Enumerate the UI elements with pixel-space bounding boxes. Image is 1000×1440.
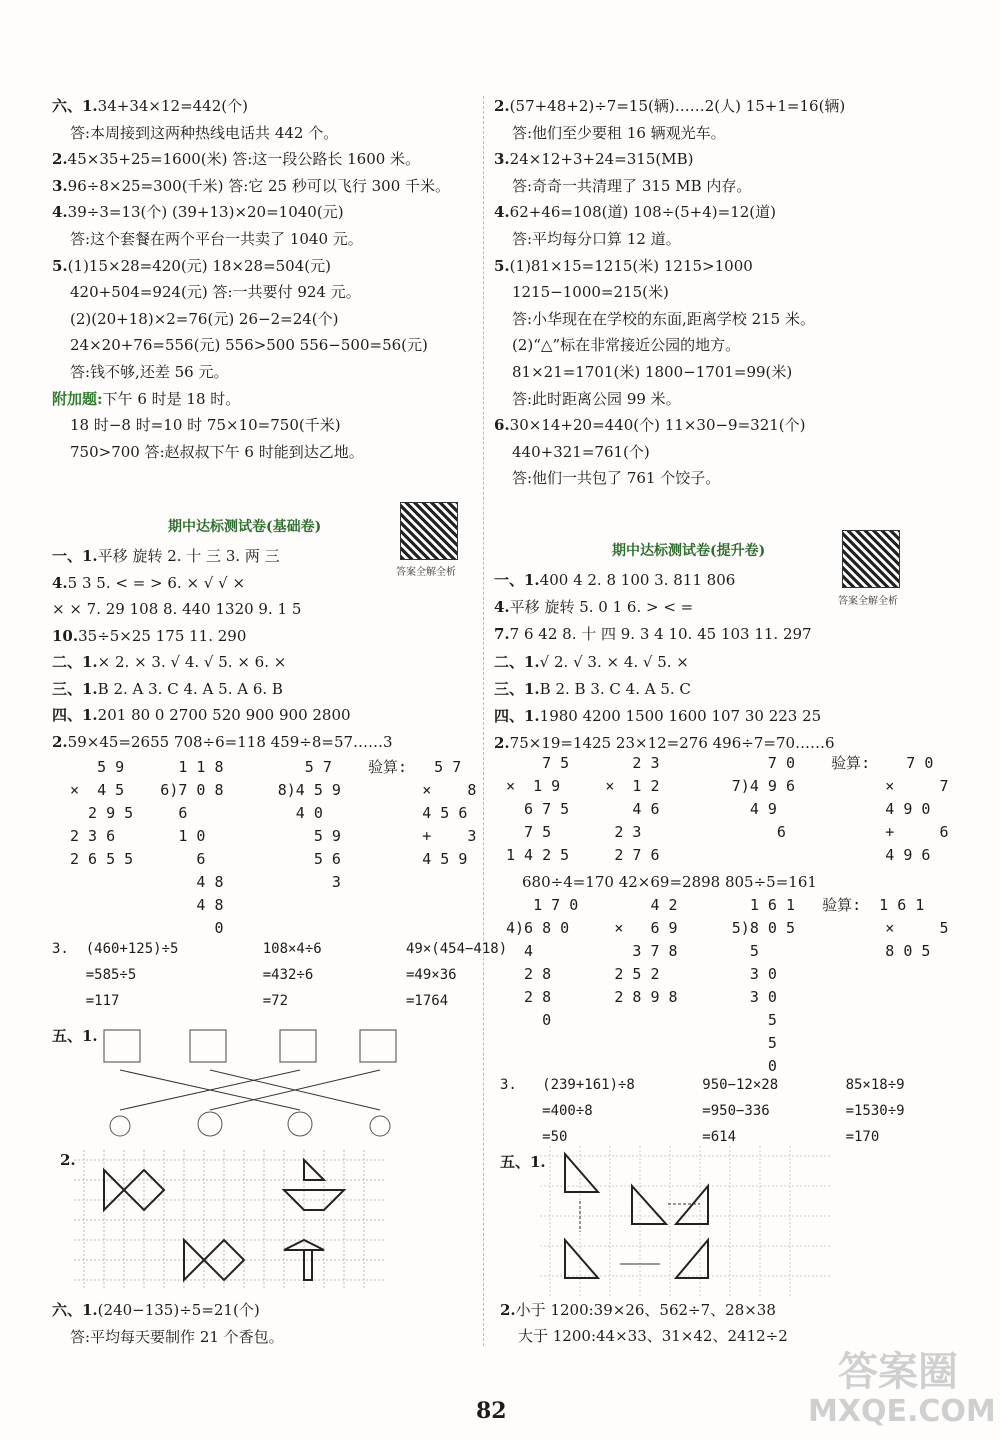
calc-line: =117 =72 =1764	[52, 993, 449, 1009]
right-section-title: 期中达标测试卷(提升卷)	[612, 543, 766, 559]
question-number: 2.	[494, 734, 510, 753]
answer-text: × × 7. 29 108 8. 440 1320 9. 1 5	[52, 600, 302, 618]
answer-text: (240−135)÷5=21(个)	[97, 1301, 260, 1319]
answer-line	[494, 96, 845, 116]
answer-text: 答:本周接到这两种热线电话共 442 个。	[70, 123, 339, 142]
question-number: 6.	[494, 416, 510, 435]
answer-text: 平移 旋转 2. 十 三 3. 两 三	[97, 547, 280, 565]
question-number: 附加题:	[52, 389, 103, 408]
question-number: 四、1.	[52, 706, 98, 724]
answer-line	[52, 546, 280, 566]
left-section-title: 期中达标测试卷(基础卷)	[168, 519, 322, 535]
answer-line	[494, 652, 689, 672]
calc-line: 1 4 2 5 2 7 6 4 9 6	[506, 846, 931, 864]
answer-text: 24×20+76=556(元) 556>500 556−500=56(元)	[70, 336, 428, 355]
answer-text: 答:小华现在在学校的东面,距离学校 215 米。	[512, 309, 815, 328]
answer-text: 750>700 答:赵叔叔下午 6 时能到达乙地。	[70, 442, 364, 461]
answer-line	[494, 624, 812, 644]
question-number: 三、1.	[52, 679, 98, 698]
page-number: 82	[476, 1398, 507, 1424]
answer-line	[52, 202, 344, 222]
right-five-label: 五、1.	[500, 1153, 546, 1171]
answer-text: (1)15×28=420(元) 18×28=504(元)	[67, 256, 331, 275]
answer-line	[70, 335, 428, 355]
qr-label-left: 答案全解全析	[396, 567, 456, 578]
answer-line	[512, 123, 726, 143]
question-number: 4.	[494, 203, 510, 222]
answer-text: 81×21=1701(米) 1800−1701=99(米)	[512, 363, 793, 381]
answer-line	[52, 573, 245, 593]
question-number: 2.	[494, 97, 510, 115]
calc-line: =400÷8 =950−336 =1530÷9	[500, 1103, 905, 1119]
question-number: 六、1.	[52, 97, 98, 115]
calc-line: 5	[506, 1034, 777, 1052]
question-number: 3.	[52, 176, 68, 195]
answer-line	[494, 202, 776, 222]
question-number: 三、1.	[494, 679, 540, 698]
question-number: 一、1.	[52, 547, 98, 565]
calc-line: 0 5	[506, 1011, 777, 1029]
answer-text: B 2. B 3. C 4. A 5. C	[539, 679, 691, 698]
answer-line	[70, 1327, 284, 1347]
answer-text: 1215−1000=215(米)	[512, 283, 669, 302]
answer-line	[52, 705, 351, 725]
calc-line: 4 8	[70, 896, 224, 914]
answer-text: 答:他们至少要租 16 辆观光车。	[512, 123, 726, 142]
calc-line: 4 3 7 8 5 8 0 5	[506, 942, 931, 960]
answer-line	[494, 733, 835, 753]
answer-line	[52, 176, 450, 196]
answer-text: 75×19=1425 23×12=276 496÷7=70……6	[509, 734, 835, 753]
answer-text: 1980 4200 1500 1600 107 30 223 25	[539, 707, 822, 725]
answer-text: (2)“△”标在非常接近公园的地方。	[512, 336, 741, 355]
qr-code-left[interactable]	[400, 502, 458, 560]
calc-line: 0	[70, 919, 224, 937]
question-number: 四、1.	[494, 707, 540, 725]
answer-text: × 2. × 3. √ 4. √ 5. × 6. ×	[97, 653, 287, 671]
answer-line	[52, 652, 286, 672]
answer-text: 24×12+3+24=315(MB)	[509, 150, 694, 169]
calc-line: 7 5 2 3 6 + 6	[506, 823, 949, 841]
calc-line: 4)6 8 0 × 6 9 5)8 0 5 × 5	[506, 919, 949, 937]
watermark-url: MXQE.COM	[808, 1394, 996, 1429]
answer-line	[52, 149, 420, 169]
left-five-label: 五、1.	[52, 1027, 98, 1045]
answer-text: (57+48+2)÷7=15(辆)……2(人) 15+1=16(辆)	[509, 97, 846, 115]
calc-line: 3. (239+161)÷8 950−12×28 85×18÷9	[500, 1077, 905, 1093]
calc-line: 5 9 1 1 8 5 7 验算: 5 7	[70, 758, 462, 776]
answer-line	[52, 1300, 260, 1320]
answer-line	[70, 309, 339, 329]
answer-line	[52, 679, 283, 699]
answer-text: 答:奇奇一共清理了 315 MB 内存。	[512, 176, 752, 195]
answer-text: 45×35+25=1600(米) 答:这一段公路长 1600 米。	[67, 150, 421, 169]
answer-line	[70, 362, 228, 382]
answer-text: 201 80 0 2700 520 900 900 2800	[97, 706, 351, 724]
answer-text: 7 6 42 8. 十 四 9. 3 4 10. 45 103 11. 297	[509, 625, 812, 644]
answer-text: B 2. A 3. C 4. A 5. A 6. B	[97, 679, 283, 698]
answer-text: 5 3 5. < = > 6. × √ √ ×	[67, 573, 246, 592]
calc-line: 2 8 2 8 9 8 3 0	[506, 988, 777, 1006]
answer-text: 18 时−8 时=10 时 75×10=750(千米)	[70, 416, 341, 435]
answer-text: 420+504=924(元) 答:一共要付 924 元。	[70, 283, 361, 302]
answer-line	[494, 256, 753, 276]
question-number: 2.	[500, 1301, 516, 1319]
question-number: 7.	[494, 625, 510, 644]
question-number: 一、1.	[494, 571, 540, 589]
right-vertical-calc-2	[506, 894, 949, 1078]
answer-line	[70, 282, 361, 302]
question-number: 4.	[52, 573, 68, 592]
answer-line	[70, 123, 338, 143]
matching-figure	[90, 1020, 420, 1150]
question-number: 2.	[52, 150, 68, 169]
answer-line	[52, 256, 331, 276]
question-number: 10.	[52, 626, 79, 645]
calc-line: 4 8 3	[70, 873, 341, 891]
column-divider	[483, 96, 485, 1346]
answer-text: 答:他们一共包了 761 个饺子。	[512, 469, 721, 488]
question-number: 4.	[52, 203, 68, 222]
answer-line	[500, 1300, 776, 1320]
calc-line: × 4 5 6)7 0 8 8)4 5 9 × 8	[70, 781, 477, 799]
qr-label-right: 答案全解全析	[838, 596, 898, 607]
calc-line: 2 6 5 5 6 5 6 4 5 9	[70, 850, 468, 868]
answer-text: 小于 1200:39×26、562÷7、28×38	[515, 1301, 776, 1319]
answer-line	[52, 599, 301, 619]
answer-line	[70, 415, 341, 435]
watermark-logo: 答案圈	[838, 1349, 958, 1395]
answer-line	[70, 229, 363, 249]
left-five2-label: 2.	[60, 1151, 76, 1169]
left-vertical-calc	[70, 756, 476, 940]
calc-line: =50 =614 =170	[500, 1129, 880, 1145]
answer-text: 下午 6 时是 18 时。	[102, 389, 241, 408]
question-number: 2.	[52, 732, 68, 751]
calc-line: 2 3 6 1 0 5 9 + 3	[70, 827, 477, 845]
answer-line	[494, 597, 693, 617]
answer-line	[494, 570, 735, 590]
answer-line	[52, 389, 240, 409]
answer-text: 39÷3=13(个) (39+13)×20=1040(元)	[67, 203, 344, 222]
answer-text: (1)81×15=1215(米) 1215>1000	[509, 256, 753, 275]
answer-text: 30×14+20=440(个) 11×30−9=321(个)	[509, 416, 806, 435]
question-number: 六、1.	[52, 1301, 98, 1319]
answer-line	[52, 626, 246, 646]
question-number: 5.	[52, 256, 68, 275]
answer-line	[512, 309, 815, 329]
answer-line	[512, 282, 669, 302]
grid-figure-left	[74, 1150, 384, 1290]
question-number: 二、1.	[52, 653, 98, 671]
calc-line: 0	[506, 1057, 777, 1075]
answer-text: 59×45=2655 708÷6=118 459÷8=57……3	[67, 732, 393, 751]
calc-line: × 1 9 × 1 2 7)4 9 6 × 7	[506, 777, 949, 795]
calc-line: 2 9 5 6 4 0 4 5 6	[70, 804, 468, 822]
calc-line: =585÷5 =432÷6 =49×36	[52, 967, 457, 983]
answer-text: 答:此时距离公园 99 米。	[512, 389, 681, 408]
answer-line	[512, 468, 720, 488]
calc-line: 2 8 2 5 2 3 0	[506, 965, 777, 983]
answer-text: 答:钱不够,还差 56 元。	[70, 363, 229, 381]
answer-line	[512, 229, 681, 249]
answer-text: (2)(20+18)×2=76(元) 26−2=24(个)	[70, 309, 339, 328]
answer-text: 平移 旋转 5. 0 1 6. > < =	[509, 598, 694, 617]
answer-line	[494, 706, 821, 726]
answer-text: 400 4 2. 8 100 3. 811 806	[539, 571, 736, 589]
calc-line: 1 7 0 4 2 1 6 1 验算: 1 6 1	[506, 896, 925, 914]
answer-line	[494, 415, 806, 435]
right-q3	[500, 1072, 905, 1150]
triangle-figure	[540, 1146, 830, 1296]
right-line-2: 680÷4=170 42×69=2898 805÷5=161	[522, 873, 817, 891]
answer-line	[512, 362, 792, 382]
calc-line: 7 5 2 3 7 0 验算: 7 0	[506, 754, 934, 772]
answer-text: 答:平均每天要制作 21 个香包。	[70, 1328, 284, 1346]
answer-line	[512, 176, 751, 196]
question-number: 3.	[494, 150, 510, 169]
answer-line	[52, 732, 393, 752]
answer-text: 大于 1200:44×33、31×42、2412÷2	[518, 1327, 788, 1345]
answer-text: 答:平均每分口算 12 道。	[512, 230, 681, 248]
answer-line	[70, 442, 364, 462]
calc-line: 6 7 5 4 6 4 9 4 9 0	[506, 800, 931, 818]
answer-line	[518, 1326, 788, 1346]
answer-text: √ 2. √ 3. × 4. √ 5. ×	[539, 652, 689, 671]
answer-text: 35÷5×25 175 11. 290	[78, 626, 247, 645]
answer-text: 96÷8×25=300(千米) 答:它 25 秒可以飞行 300 千米。	[67, 176, 451, 195]
answer-text: 440+321=761(个)	[512, 442, 650, 461]
answer-line	[494, 149, 693, 169]
answer-text: 34+34×12=442(个)	[97, 97, 248, 115]
left-q3	[52, 936, 507, 1014]
question-number: 5.	[494, 256, 510, 275]
answer-line	[494, 679, 691, 699]
question-number: 二、1.	[494, 652, 540, 671]
answer-text: 答:这个套餐在两个平台一共卖了 1040 元。	[70, 230, 363, 248]
answer-text: 62+46=108(道) 108÷(5+4)=12(道)	[509, 203, 777, 222]
answer-line	[512, 389, 681, 409]
qr-code-right[interactable]	[842, 530, 900, 588]
answer-line	[512, 442, 650, 462]
answer-line	[512, 335, 740, 355]
calc-line: 3. (460+125)÷5 108×4÷6 49×(454−418)	[52, 941, 508, 957]
question-number: 4.	[494, 598, 510, 617]
right-vertical-calc	[506, 752, 949, 867]
answer-line	[52, 96, 248, 116]
